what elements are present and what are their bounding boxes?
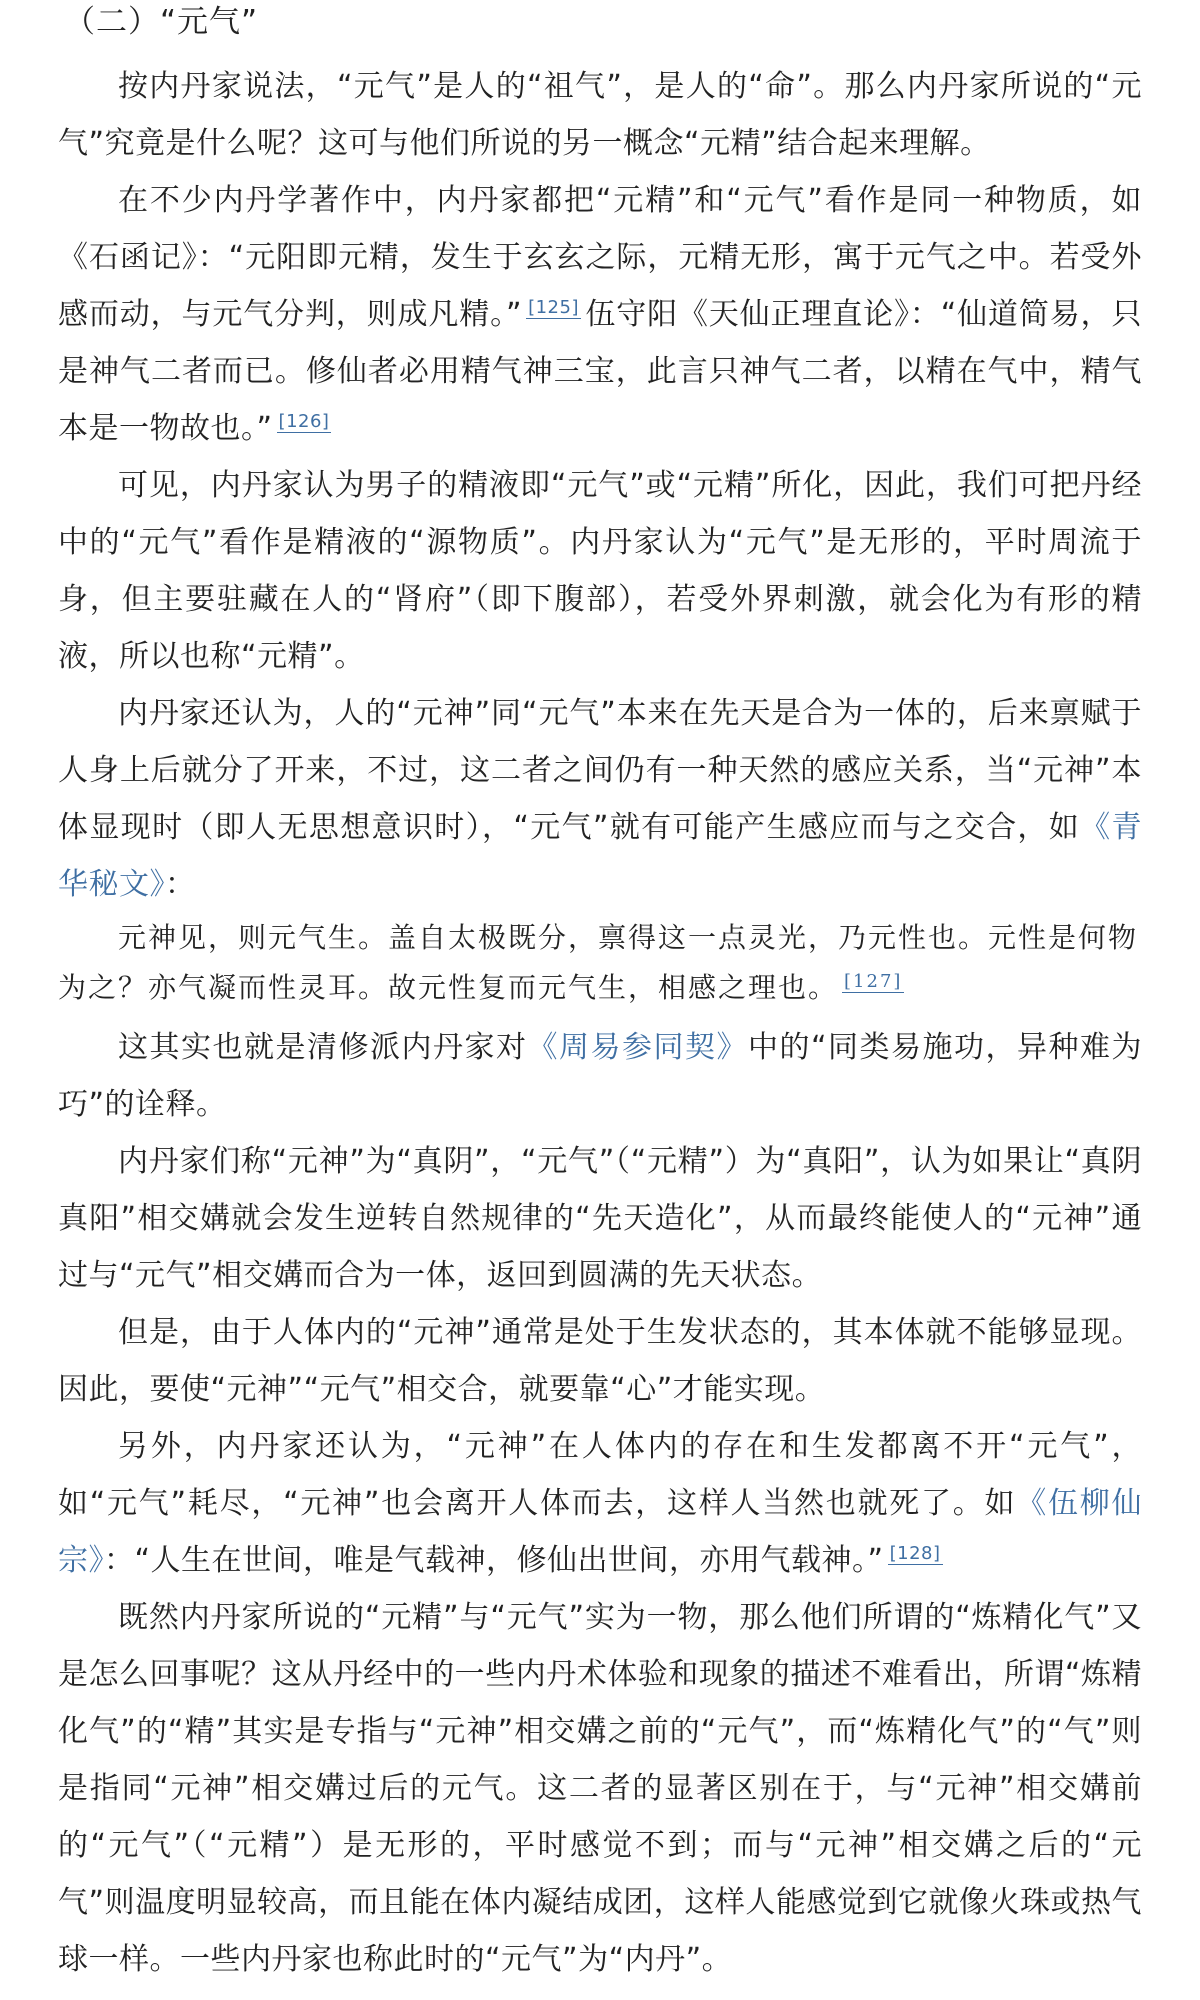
book-link-wuliu-xianzong[interactable]: 《伍柳仙宗》 (58, 1486, 1143, 1578)
paragraph-8 (58, 1418, 1142, 1589)
quote-text: 元神见，则元气生。盖自太极既分，禀得这一点灵光，乃元性也。元性是何物为之？亦气凝而性灵耳。故元性复而元气生，相感之理也。 (58, 921, 1139, 1004)
paragraph-1: 按内丹家说法，“元气”是人的“祖气”，是人的“命”。那么内丹家所说的“元气”究竟是什么呢？这可与他们所说的另一概念“元精”结合起来理解。 (58, 69, 1142, 161)
paragraph-2 (58, 172, 1142, 457)
paragraph-2-text-a: 在不少内丹学著作中，内丹家都把“元精”和“元气”看作是同一种物质，如《石函记》：“元阳即元精，发生于玄玄之际，元精无形，寓于元气之中。若受外感而动，与元气分判，则成凡精。” (58, 183, 1142, 332)
paragraph-5-text-b: 中的“同类易施功，异种难为巧”的诠释。 (58, 1030, 1143, 1122)
paragraph-2-text-b: 伍守阳《天仙正理直论》：“仙道简易，只是神气二者而已。修仙者必用精气神三宝，此言只神气二者，以精在气中，精气本是一物故也。” (58, 297, 1142, 446)
footnote-ref-127[interactable]: [127] (844, 970, 903, 992)
book-link-zhouyi-cantongqi[interactable]: 《周易参同契》 (527, 1030, 748, 1065)
paragraph-5-text-a: 这其实也就是清修派内丹家对 (118, 1030, 528, 1065)
footnote-ref-126[interactable]: [126] (278, 411, 330, 432)
paragraph-8-text-b: ：“人生在世间，唯是气载神，修仙出世间，亦用气载神。” (104, 1543, 884, 1578)
paragraph-4 (58, 685, 1142, 913)
footnote-ref-125[interactable]: [125] (528, 297, 579, 318)
book-link-qinghua-miwen[interactable]: 《青华秘文》 (58, 810, 1142, 902)
footnote-ref-128[interactable]: [128] (889, 1543, 941, 1564)
paragraph-5 (58, 1019, 1142, 1133)
paragraph-4-text-b: ： (165, 867, 196, 902)
paragraph-7: 但是，由于人体内的“元神”通常是处于生发状态的，其本体就不能够显现。因此，要使“元神”“元气”相交合，就要靠“心”才能实现。 (58, 1315, 1142, 1407)
paragraph-4-text-a: 内丹家还认为，人的“元神”同“元气”本来在先天是合为一体的，后来禀赋于人身上后就分了开来，不过，这二者之间仍有一种天然的感应关系，当“元神”本体显现时（即人无思想意识时），“元气”就有可能产生感应而与之交合，如 (58, 696, 1142, 845)
paragraph-9: 既然内丹家所说的“元精”与“元气”实为一物，那么他们所谓的“炼精化气”又是怎么回事呢？这从丹经中的一些内丹术体验和现象的描述不难看出，所谓“炼精化气”的“精”其实是专指与“元神”相交媾之前的“元气”，而“炼精化气”的“气”则是指同“元神”相交媾过后的元气。这二者的显著区别在于，与“元神”相交媾前的“元气”（“元精”）是无形的，平时感觉不到；而与“元神”相交媾之后的“元气”则温度明显较高，而且能在体内凝结成团，这样人能感觉到它就像火珠或热气球一样。一些内丹家也称此时的“元气”为“内丹”。 (58, 1600, 1142, 1977)
paragraph-8-text-a: 另外，内丹家还认为，“元神”在人体内的存在和生发都离不开“元气”，如“元气”耗尽，“元神”也会离开人体而去，这样人当然也就死了。如 (58, 1429, 1142, 1521)
section-heading: （二）“元气” (64, 4, 259, 40)
block-quote (58, 913, 1142, 1013)
paragraph-6: 内丹家们称“元神”为“真阴”，“元气”（“元精”）为“真阳”，认为如果让“真阴真阳”相交媾就会发生逆转自然规律的“先天造化”，从而最终能使人的“元神”通过与“元气”相交媾而合为一体，返回到圆满的先天状态。 (58, 1144, 1142, 1293)
paragraph-3: 可见，内丹家认为男子的精液即“元气”或“元精”所化，因此，我们可把丹经中的“元气”看作是精液的“源物质”。内丹家认为“元气”是无形的，平时周流于身，但主要驻藏在人的“肾府”（即下腹部），若受外界刺激，就会化为有形的精液，所以也称“元精”。 (58, 468, 1142, 674)
